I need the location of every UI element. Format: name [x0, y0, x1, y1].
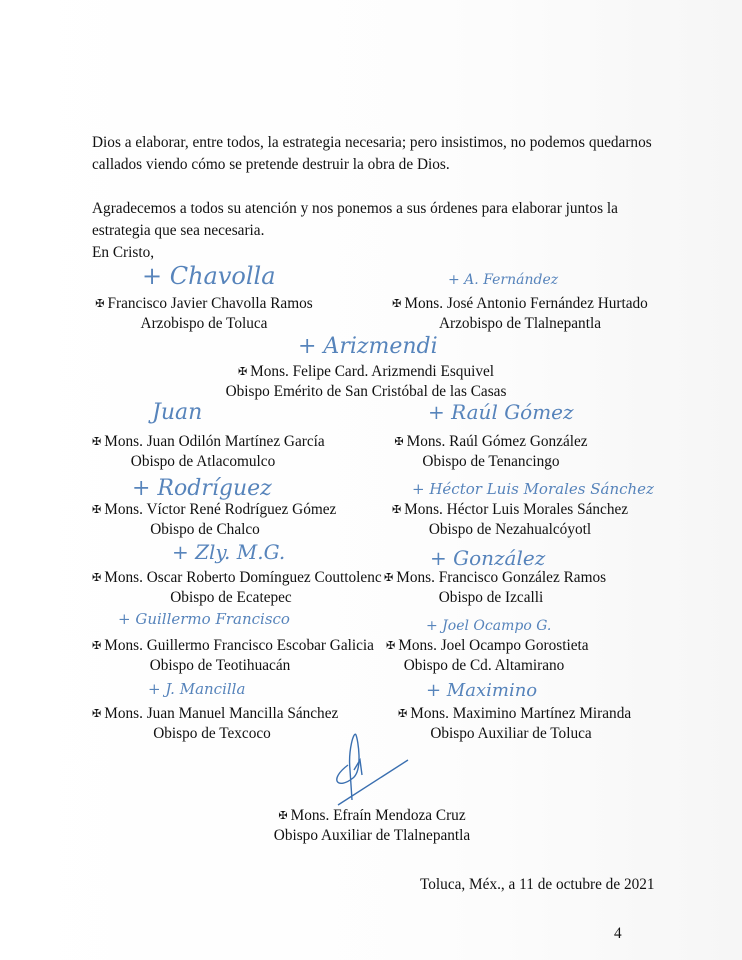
signature-block: [92, 432, 325, 472]
signature-block: [386, 636, 589, 676]
signature-block: [270, 806, 474, 846]
signature-scrawl: + Raúl Gómez: [428, 400, 574, 424]
signature-block: [386, 500, 634, 540]
signature-scrawl: + Maximino: [426, 680, 538, 701]
signature-block: [216, 362, 516, 402]
cross-icon: ✠: [398, 708, 408, 720]
signatory-title: Obispo de Texcoco: [153, 725, 271, 742]
cross-icon: ✠: [237, 366, 248, 378]
signatory-title: Obispo de Chalco: [150, 521, 260, 538]
cross-icon: ✠: [92, 504, 102, 516]
signature-block: [92, 636, 374, 676]
signatory-name: ✠ Francisco Javier Chavolla Ramos: [95, 295, 313, 312]
signature-scrawl: + A. Fernández: [448, 272, 559, 288]
signatory-title: Obispo de Cd. Altamirano: [403, 657, 565, 674]
signature-scrawl: + Zly. M.G.: [172, 540, 286, 564]
signature-scrawl: + Arizmendi: [298, 334, 438, 359]
signature-scrawl: + Chavolla: [142, 262, 276, 290]
signatory-name: ✠ Mons. Juan Odilón Martínez García: [92, 433, 325, 450]
signatory-title: Obispo de Tenancingo: [422, 453, 560, 470]
signatory-title: Arzobispo de Toluca: [140, 315, 268, 332]
signature-scrawl: + González: [430, 546, 546, 570]
signature-block: [384, 568, 607, 608]
place-and-date: Toluca, Méx., a 11 de octubre de 2021: [420, 876, 655, 893]
cross-icon: ✠: [391, 504, 402, 516]
signature-block: [398, 704, 632, 744]
signature-scrawl: + J. Mancilla: [148, 680, 246, 698]
signatory-title: Obispo de Atlacomulco: [130, 453, 276, 470]
signatory-title: Obispo de Izcalli: [438, 589, 544, 606]
signatory-name: ✠ Mons. Víctor René Rodríguez Gómez: [92, 501, 337, 518]
signatory-name: ✠ Mons. José Antonio Fernández Hurtado: [392, 295, 648, 312]
signatory-title: Obispo de Ecatepec: [170, 589, 292, 606]
cross-icon: ✠: [92, 640, 102, 652]
signatory-title: Arzobispo de Tlalnepantla: [439, 315, 601, 332]
signature-scrawl: Juan: [152, 400, 203, 425]
cross-icon: ✠: [92, 436, 102, 448]
cross-icon: ✠: [92, 708, 102, 720]
signature-scrawl: + Guillermo Francisco: [118, 610, 290, 628]
cross-icon: ✠: [278, 810, 288, 822]
signature-scrawl-graphic: [318, 730, 428, 810]
signatory-name: ✠ Mons. Francisco González Ramos: [384, 569, 607, 586]
signature-scrawl: + Joel Ocampo G.: [426, 618, 552, 634]
signatory-name: ✠ Mons. Felipe Card. Arizmendi Esquivel: [237, 363, 495, 380]
body-paragraph: Agradecemos a todos su atención y nos ponemos a sus órdenes para elaborar juntos la estrategia que sea necesaria.: [92, 200, 618, 239]
signature-block: [92, 704, 339, 744]
cross-icon: ✠: [95, 298, 105, 310]
closing-salutation: En Cristo,: [92, 244, 155, 261]
signature-block: [386, 432, 596, 472]
cross-icon: ✠: [392, 298, 402, 310]
signatory-title: Obispo Auxiliar de Toluca: [430, 725, 592, 742]
signature-block: [92, 500, 337, 540]
signature-block: [386, 294, 654, 334]
cross-icon: ✠: [394, 436, 404, 448]
signatory-title: Obispo Auxiliar de Tlalnepantla: [273, 827, 471, 844]
cross-icon: ✠: [92, 572, 102, 584]
signature-scrawl: + Héctor Luis Morales Sánchez: [412, 480, 654, 498]
signatory-name: ✠ Mons. Maximino Martínez Miranda: [398, 705, 632, 722]
signature-scrawl: + Rodríguez: [132, 476, 272, 501]
signatory-name: ✠ Mons. Raúl Gómez González: [394, 433, 588, 450]
signatory-name: ✠ Mons. Juan Manuel Mancilla Sánchez: [92, 705, 339, 722]
signatory-name: ✠ Mons. Guillermo Francisco Escobar Galicia: [92, 637, 374, 654]
body-paragraph: Dios a elaborar, entre todos, la estrategia necesaria; pero insistimos, no podemos quedarnos callados viendo cómo se pretende destruir la obra de Dios.: [92, 134, 652, 173]
cross-icon: ✠: [386, 640, 396, 652]
signatory-title: Obispo Emérito de San Cristóbal de las Casas: [225, 383, 507, 400]
signatory-name: ✠ Mons. Joel Ocampo Gorostieta: [386, 637, 589, 654]
signatory-name: ✠ Mons. Oscar Roberto Domínguez Couttolenc: [92, 569, 382, 586]
signatory-name: ✠ Mons. Héctor Luis Morales Sánchez: [391, 501, 629, 518]
signatory-title: Obispo de Nezahualcóyotl: [428, 521, 592, 538]
signatory-name: ✠ Mons. Efraín Mendoza Cruz: [278, 807, 466, 824]
signature-block: [92, 568, 382, 608]
cross-icon: ✠: [384, 572, 394, 584]
signature-block: [92, 294, 316, 334]
signatory-title: Obispo de Teotihuacán: [149, 657, 291, 674]
page-number: 4: [614, 925, 622, 942]
